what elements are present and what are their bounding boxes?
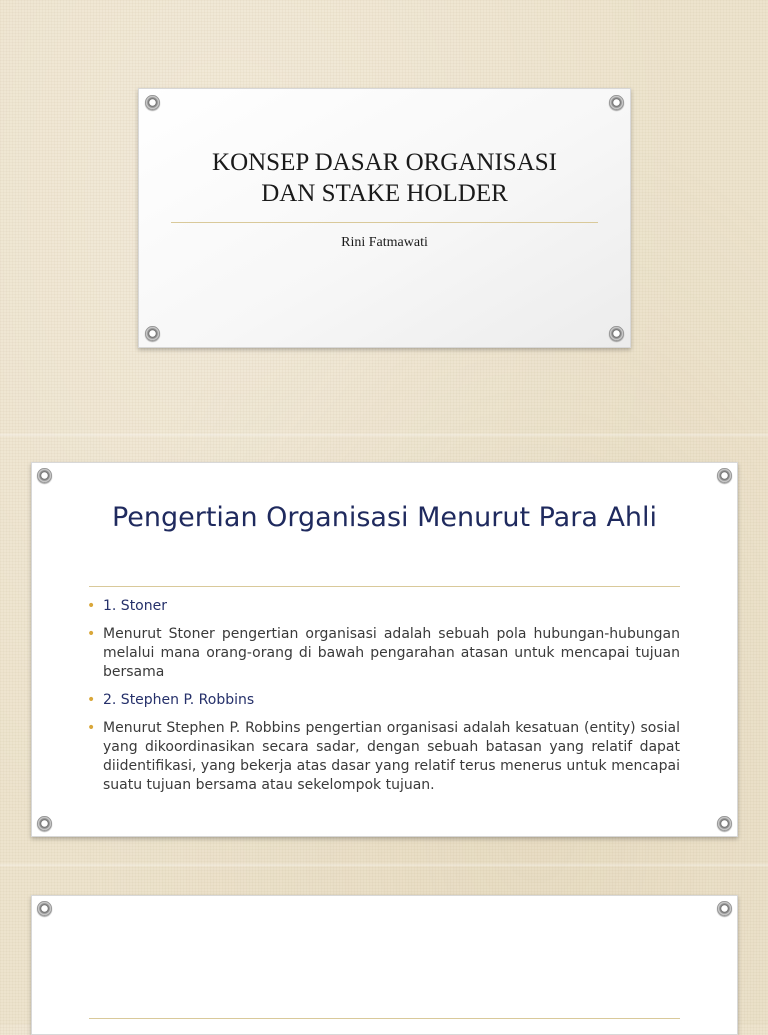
grommet-icon (145, 326, 160, 341)
list-item (87, 719, 680, 795)
slide-3[interactable] (31, 895, 738, 1035)
list-item-text: 2. Stephen P. Robbins (103, 692, 255, 708)
divider (89, 1018, 680, 1019)
bullet-icon: • (87, 692, 96, 708)
grommet-icon (609, 326, 624, 341)
list-item-text: Menurut Stephen P. Robbins pengertian organisasi adalah kesatuan (entity) sosial yang dikoordinasikan secara sadar, dengan sebuah batasan yang relatif dapat diidentifikasi, yang bekerja atas dasar yang relatif terus menerus untuk mencapai suatu tujuan bersama atau sekelompok tujuan. (103, 720, 680, 793)
grommet-icon (717, 468, 732, 483)
divider (89, 586, 680, 587)
grommet-icon (37, 816, 52, 831)
grommet-icon (37, 901, 52, 916)
bullet-list (87, 597, 680, 804)
grommet-icon (145, 95, 160, 110)
grommet-icon (717, 901, 732, 916)
divider (171, 222, 598, 223)
list-item-text: Menurut Stoner pengertian organisasi adalah sebuah pola hubungan-hubungan melalui mana orang-orang di bawah pengarahan atasan untuk mencapai tujuan bersama (103, 626, 680, 680)
slide-title: KONSEP DASAR ORGANISASI DAN STAKE HOLDER (212, 149, 557, 207)
grommet-icon (609, 95, 624, 110)
slide-gap (0, 863, 768, 867)
slide-1[interactable] (138, 88, 631, 348)
list-item (87, 597, 680, 616)
bullet-icon: • (87, 598, 96, 614)
slide-author: Rini Fatmawati (341, 235, 428, 250)
slide-gap (0, 433, 768, 437)
slide-heading: Pengertian Organisasi Menurut Para Ahli (111, 502, 658, 533)
grommet-icon (37, 468, 52, 483)
list-item (87, 691, 680, 710)
list-item-text: 1. Stoner (103, 598, 167, 614)
bullet-icon: • (87, 626, 96, 642)
list-item (87, 625, 680, 682)
grommet-icon (717, 816, 732, 831)
slide-2[interactable] (31, 462, 738, 837)
bullet-icon: • (87, 720, 96, 736)
